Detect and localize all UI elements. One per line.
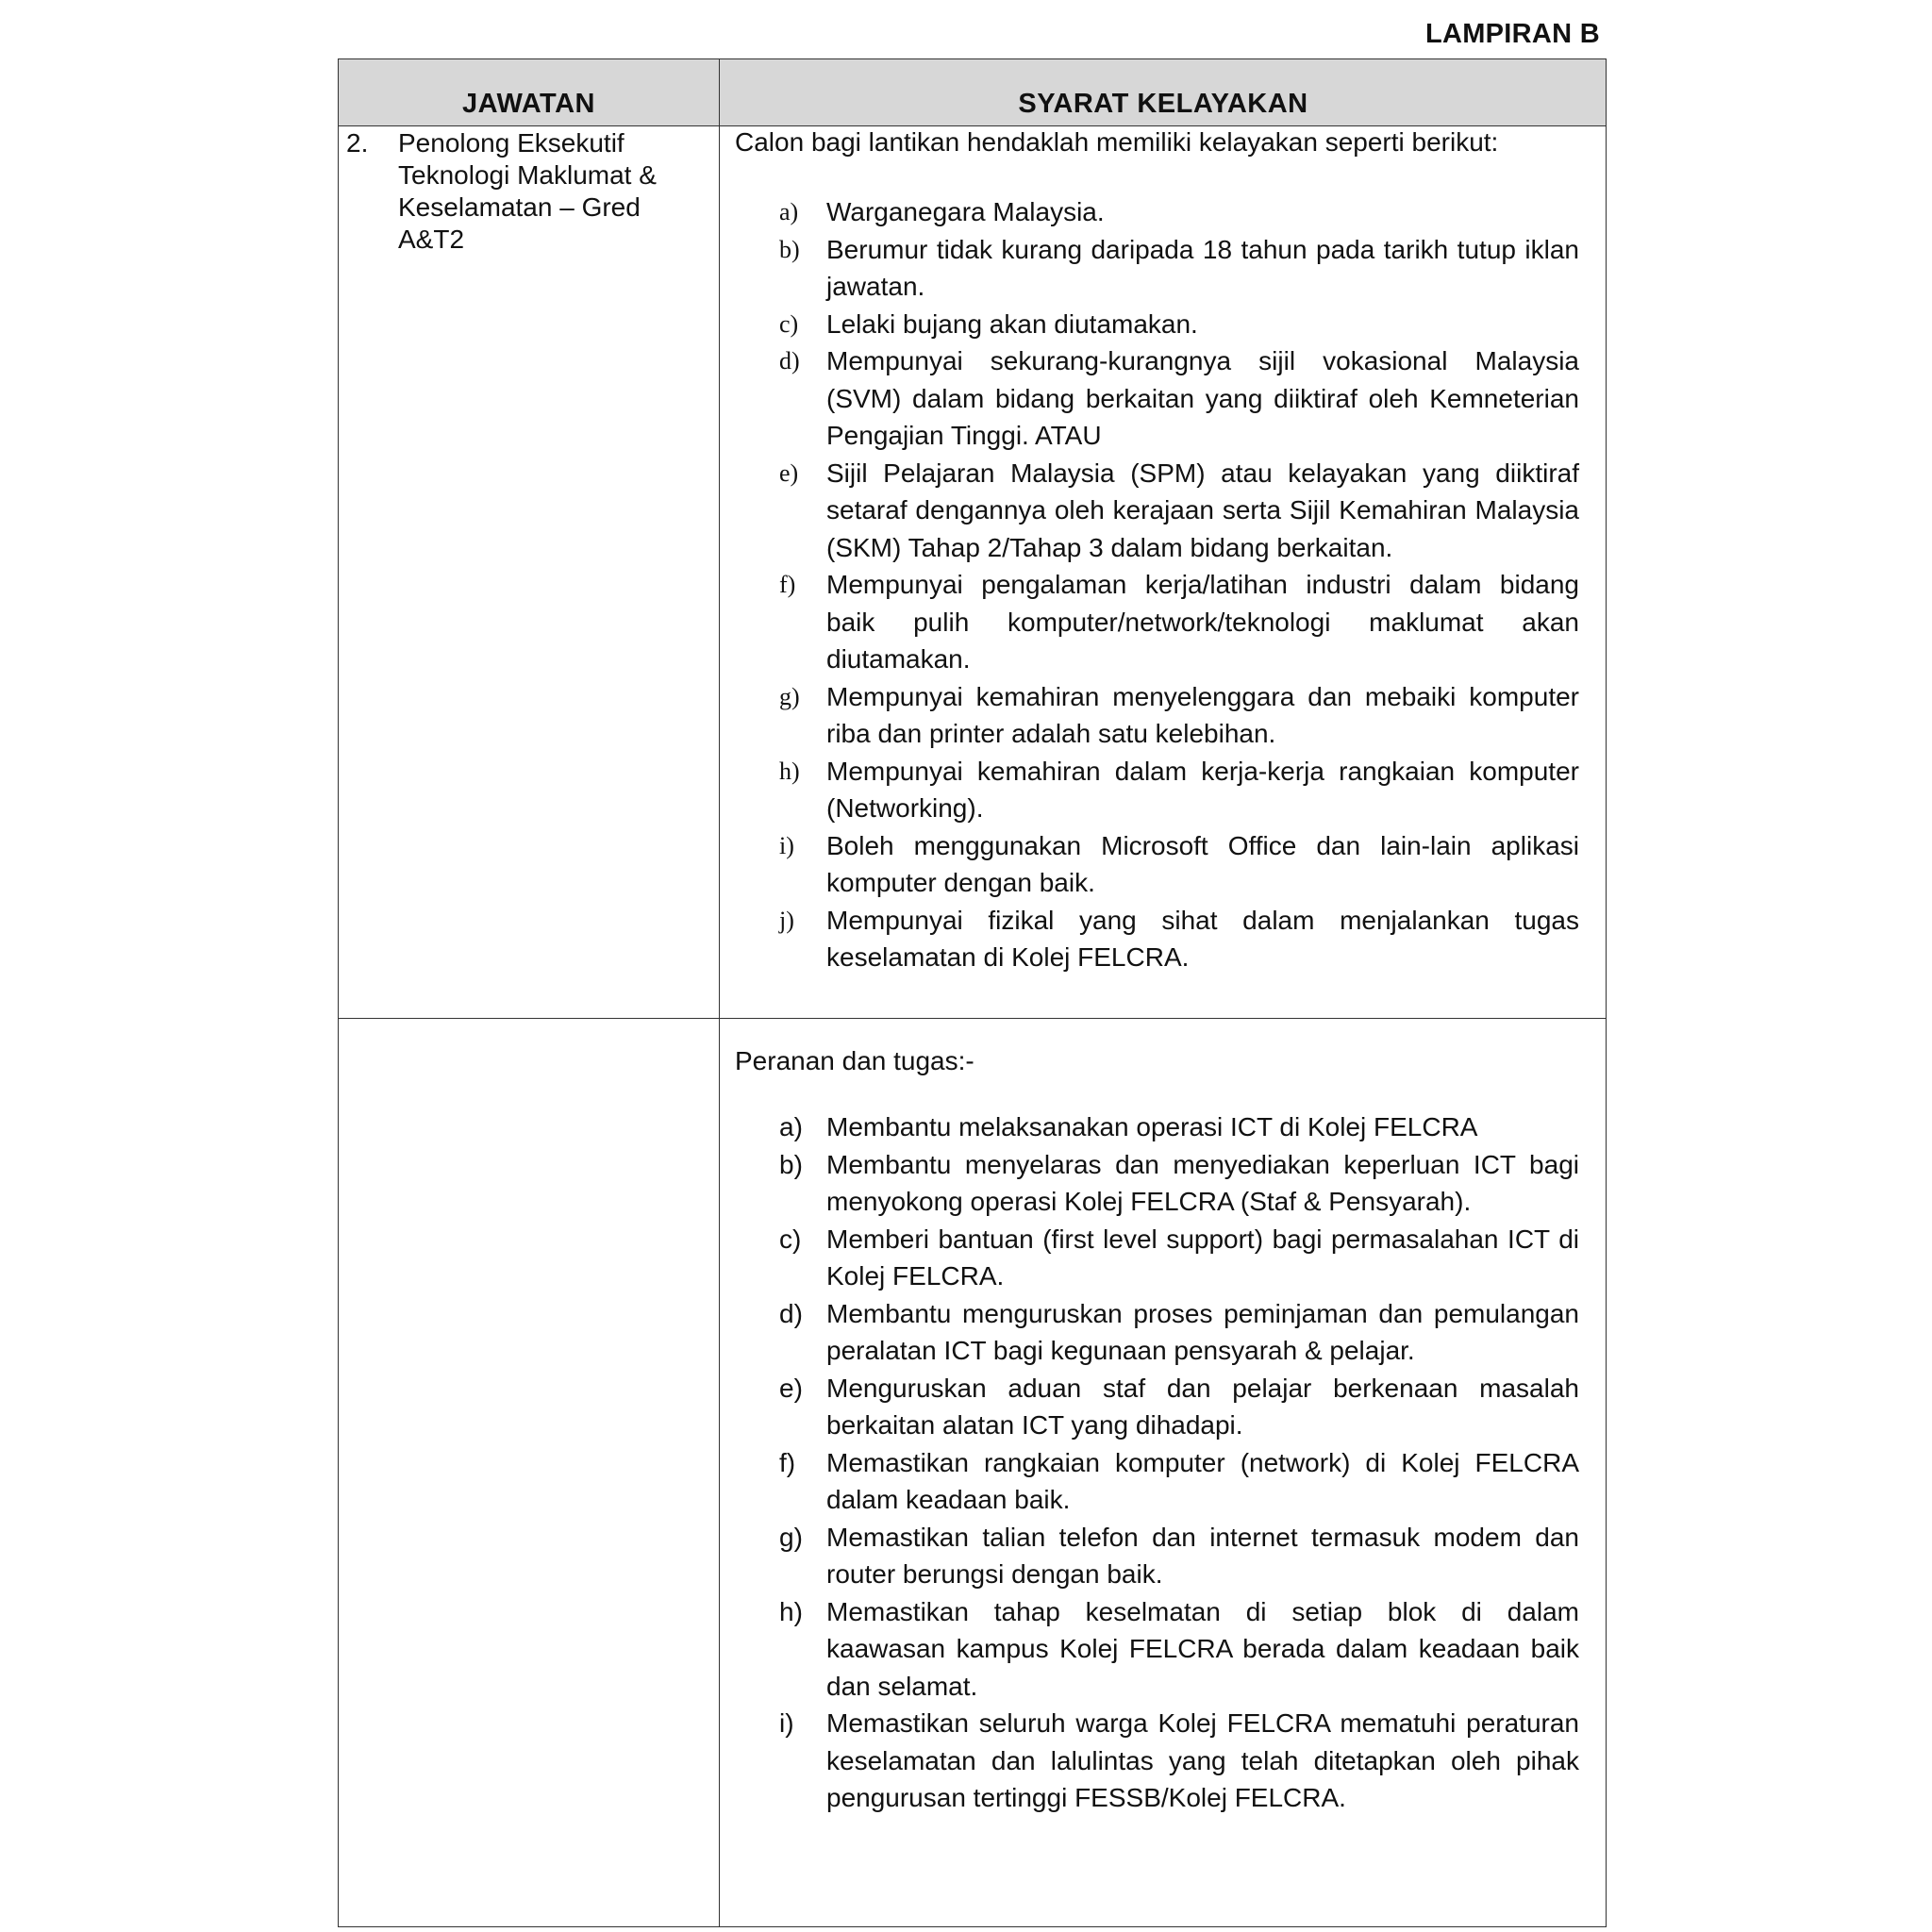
requirement-item-label: j): [779, 906, 794, 934]
duty-item-text: Menguruskan aduan staf dan pelajar berkenaan masalah berkaitan alatan ICT yang dihadapi.: [826, 1373, 1579, 1440]
requirement-item: [735, 306, 1579, 343]
duty-item-label: f): [779, 1447, 796, 1477]
requirement-item-label: f): [779, 571, 796, 598]
requirement-item-text: Mempunyai fizikal yang sihat dalam menjalankan tugas keselamatan di Kolej FELCRA.: [826, 905, 1579, 972]
requirement-item: [735, 827, 1579, 902]
duty-item-label: d): [779, 1298, 803, 1328]
duty-item-label: a): [779, 1112, 803, 1141]
duty-item: [735, 1295, 1579, 1370]
duties-intro: Peranan dan tugas:-: [735, 1046, 974, 1075]
requirement-item: [735, 678, 1579, 753]
requirement-item-label: e): [779, 458, 799, 487]
requirements-cell: [735, 125, 1579, 976]
duty-item-text: Membantu menyelaras dan menyediakan keperluan ICT bagi menyokong operasi Kolej FELCRA (Staf & Pensyarah).: [826, 1149, 1579, 1216]
requirement-item: [735, 193, 1579, 231]
column-header-jawatan: JAWATAN: [462, 89, 595, 119]
requirement-item-label: i): [779, 831, 794, 859]
requirements-list: [735, 193, 1579, 976]
duty-item: [735, 1593, 1579, 1706]
requirement-item-text: Mempunyai sekurang-kurangnya sijil vokasional Malaysia (SVM) dalam bidang berkaitan yang diiktiraf oleh Kemneterian Pengajian Tinggi. ATAU: [826, 346, 1579, 450]
requirement-item-label: h): [779, 757, 800, 785]
duty-item-label: c): [779, 1224, 802, 1254]
duty-item: [735, 1444, 1579, 1519]
requirement-item: [735, 455, 1579, 567]
row-divider: [339, 1018, 1606, 1019]
duty-item-text: Memastikan rangkaian komputer (network) di Kolej FELCRA dalam keadaan baik.: [826, 1447, 1579, 1514]
requirements-table: [338, 58, 1607, 1927]
duty-item-text: Membantu melaksanakan operasi ICT di Kolej FELCRA: [826, 1112, 1478, 1141]
requirement-item-label: d): [779, 347, 800, 375]
duty-item: [735, 1370, 1579, 1444]
requirement-item-label: c): [779, 309, 799, 338]
requirement-item: [735, 231, 1579, 306]
table-header-row: [339, 59, 1606, 126]
duty-item-label: b): [779, 1149, 803, 1179]
duty-item-label: h): [779, 1596, 803, 1626]
duty-item-label: i): [779, 1708, 794, 1738]
requirement-item-label: a): [779, 198, 799, 225]
column-divider: [719, 59, 720, 1926]
duty-item: [735, 1221, 1579, 1295]
column-header-syarat-kelayakan: SYARAT KELAYAKAN: [1018, 89, 1308, 119]
requirements-intro: Calon bagi lantikan hendaklah memiliki kelayakan seperti berikut:: [735, 127, 1499, 157]
duty-item: [735, 1519, 1579, 1593]
requirement-item-label: g): [779, 682, 800, 710]
duty-item-label: g): [779, 1522, 803, 1552]
position-number: 2.: [346, 128, 369, 158]
duty-item-text: Memberi bantuan (first level support) bagi permasalahan ICT di Kolej FELCRA.: [826, 1224, 1579, 1291]
requirement-item-label: b): [779, 235, 800, 263]
requirement-item: [735, 902, 1579, 976]
duty-item-text: Membantu menguruskan proses peminjaman dan pemulangan peralatan ICT bagi kegunaan pensyarah & pelajar.: [826, 1298, 1579, 1365]
position-title: Penolong Eksekutif Teknologi Maklumat & Keselamatan – Gred A&T2: [398, 128, 657, 254]
requirement-item: [735, 566, 1579, 678]
duty-item-text: Memastikan seluruh warga Kolej FELCRA mematuhi peraturan keselamatan dan lalulintas yang telah ditetapkan oleh pihak pengurusan tertinggi FESSB/Kolej FELCRA.: [826, 1708, 1579, 1812]
duty-item: [735, 1705, 1579, 1817]
requirement-item-text: Lelaki bujang akan diutamakan.: [826, 308, 1198, 339]
duty-item: [735, 1146, 1579, 1221]
duties-cell: [735, 1044, 1579, 1817]
requirement-item: [735, 342, 1579, 455]
attachment-label: LAMPIRAN B: [1424, 19, 1600, 49]
requirement-item-text: Mempunyai kemahiran menyelenggara dan mebaiki komputer riba dan printer adalah satu kelebihan.: [826, 681, 1579, 748]
duty-item-text: Memastikan talian telefon dan internet termasuk modem dan router berungsi dengan baik.: [826, 1522, 1579, 1589]
requirement-item: [735, 753, 1579, 827]
duties-list: [735, 1108, 1579, 1817]
duty-item-text: Memastikan tahap keselmatan di setiap blok di dalam kaawasan kampus Kolej FELCRA berada dalam keadaan baik dan selamat.: [826, 1596, 1579, 1701]
requirement-item-text: Berumur tidak kurang daripada 18 tahun pada tarikh tutup iklan jawatan.: [826, 234, 1579, 301]
requirement-item-text: Warganegara Malaysia.: [826, 197, 1105, 226]
requirement-item-text: Mempunyai kemahiran dalam kerja-kerja rangkaian komputer (Networking).: [826, 756, 1579, 823]
duty-item: [735, 1108, 1579, 1146]
requirement-item-text: Sijil Pelajaran Malaysia (SPM) atau kelayakan yang diiktiraf setaraf dengannya oleh kerajaan serta Sijil Kemahiran Malaysia (SKM) Tahap 2/Tahap 3 dalam bidang berkaitan.: [826, 458, 1579, 562]
requirement-item-text: Boleh menggunakan Microsoft Office dan lain-lain aplikasi komputer dengan baik.: [826, 830, 1579, 897]
requirement-item-text: Mempunyai pengalaman kerja/latihan industri dalam bidang baik pulih komputer/network/teknologi maklumat akan diutamakan.: [826, 570, 1579, 674]
duty-item-label: e): [779, 1373, 803, 1403]
